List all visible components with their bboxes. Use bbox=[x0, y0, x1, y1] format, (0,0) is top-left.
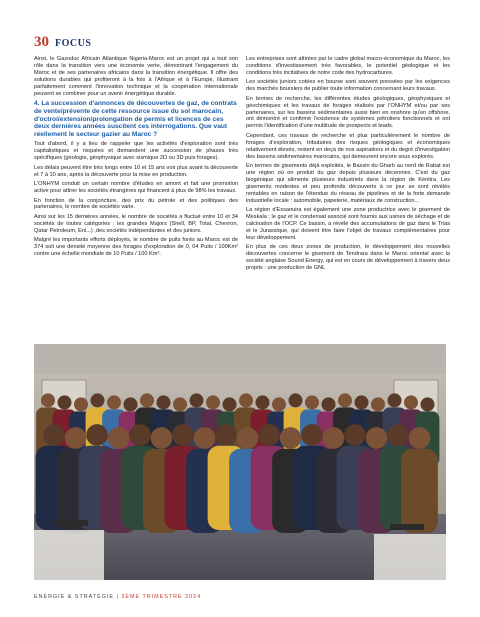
issue-label: 3ÈME TRIMESTRE 2024 bbox=[121, 594, 202, 600]
paragraph: Ainsi sur les 15 dernières années, le nombre de sociétés a fluctué entre 10 et 34 sociétés de toutes catégories : les grandes Majors (Shell, BP, Total, Chevron, Qatar Petroleum, Eni...) ,des sociétés indépendantes et des juniors. bbox=[34, 213, 238, 234]
section-title: FOCUS bbox=[55, 38, 92, 49]
paragraph: En termes de recherche, les différentes études géologiques, géophysiques et géochimiques et les travaux de forages réalisés par l'ONHYM et/ou par ses partenaires, sur les bassins sédimentaires aussi bien en onshore qu'en offshore, ont démontré et confirmé l'existence de systèmes pétroliers fonctionnels et ont permis l'identification d'une multitude de prospects et leads. bbox=[246, 95, 450, 130]
paragraph: Tout d'abord, il y a lieu de rappeler que les activités d'exploration sont très capitalistiques et risquées et demandent une succession de phases très spécifiques (géologie, géophysique avec sismique 2D ou 3D puis forages). bbox=[34, 141, 238, 162]
intro-paragraph: Ainsi, le Gazoduc Africain Atlantique Nigeria-Maroc est un projet qui a tout son rôle dans la transition vers une économie verte, démontrant l'engagement du Maroc et de ses partenaires africains dans la transition énergétique. Il offre des solutions durables qui profiteront à la fois à l'Afrique et à l'Europe, illustrant parfaitement comment l'innovation technique et la coopération internationale peuvent se combiner pour un avenir énergétique durable. bbox=[34, 56, 238, 97]
footer-separator: | bbox=[114, 594, 122, 600]
publication-name: ENERGIE & STRATÉGIE bbox=[34, 594, 115, 600]
paragraph: En plus de ces deux zones de production, le développement des nouvelles découvertes concerne le gisement de Tendrara dans le Maroc oriental avec la société anglaise Sound Energy, qui est en cours de développement à travers deux projets : une production de GNL bbox=[246, 244, 450, 271]
question-heading: 4. La succession d'annonces de découvertes de gaz, de contrats de vente/prévente de cette ressource issue du sol marocain, d'octroi/extension/prolongation de permis et licences de ces deux dernières années suscitent ces interrogations. Que vaut réellement le secteur gazier au Maroc ? bbox=[34, 100, 237, 138]
paragraph: Les sociétés juniors cotées en bourse sont souvent pressées par les exigences des marchés boursiers de publier toute information concernant leurs travaux. bbox=[246, 79, 450, 93]
group-photo bbox=[34, 344, 446, 580]
page-header bbox=[34, 34, 91, 51]
paragraph: Malgré les importants efforts déployés, le nombre de puits forés au Maroc est de 374 soit une densité moyenne des forages d'exploration de 0, 04 Puits / 100Km² contre une échelle mondiale de 10 Puits / 100 Km². bbox=[34, 237, 238, 258]
paragraph: La région d'Essaouira est également une zone productrice avec le gisement de Meskala ; le gaz et le condensat associé sont fournis aux usines de séchage et de calcination de l'OCP. Ce bassin, a révélé des accumulations de gaz dans le Trias et le Jurassique, qui doivent être faire l'objet de travaux complémentaires pour leur développement. bbox=[246, 207, 450, 241]
page-footer bbox=[34, 594, 201, 600]
right-column bbox=[246, 56, 450, 274]
paragraph: L'ONHYM conduit un certain nombre d'études en amont et fait une promotion active pour attirer les sociétés étrangères qui financent à plus de 98% les travaux. bbox=[34, 181, 238, 195]
left-column bbox=[34, 56, 238, 261]
group-photo-illustration bbox=[34, 344, 446, 580]
paragraph: Les délais peuvent être très longs entre 10 et 15 ans voir plus avant la découverte et 7 à 10 ans, après la découverte pour la mise en production. bbox=[34, 164, 238, 178]
paragraph: En fonction de la conjoncture, des prix du pétrole et des politiques des partenaires, le nombre de sociétés varie. bbox=[34, 197, 238, 211]
paragraph: En termes de gisements déjà exploités, le Bassin du Gharb au nord de Rabat est une région où on produit du gaz depuis plusieurs décennies. C'est du gaz biogénique qui alimente plusieurs industriels dans la région de Kénitra. Les gisements modestes et peu profonds découverts à ce jour se sont révélés rentables en raison de l'étendue du réseau de pipelines et de la forte demande industrielle locale : automobile, papeterie, matériaux de construction... bbox=[246, 163, 450, 204]
paragraph: Cependant, ces travaux de recherche et plus particulièrement le nombre de forages d'exploration, tributaires des risques géologiques et économiques relativement élevés, restent en deçà de nos aspirations et du degré d'investigation des bassins sédimentaires marocains, qui demeurent encore sous explorés. bbox=[246, 132, 450, 160]
paragraph: Les entreprises sont attirées par le cadre global macro-économique du Maroc, les conditions d'investissement très favorables, le potentiel géologique et les conditions très incitatives de notre code des hydrocarbures. bbox=[246, 56, 450, 76]
page-number: 30 bbox=[34, 34, 49, 50]
